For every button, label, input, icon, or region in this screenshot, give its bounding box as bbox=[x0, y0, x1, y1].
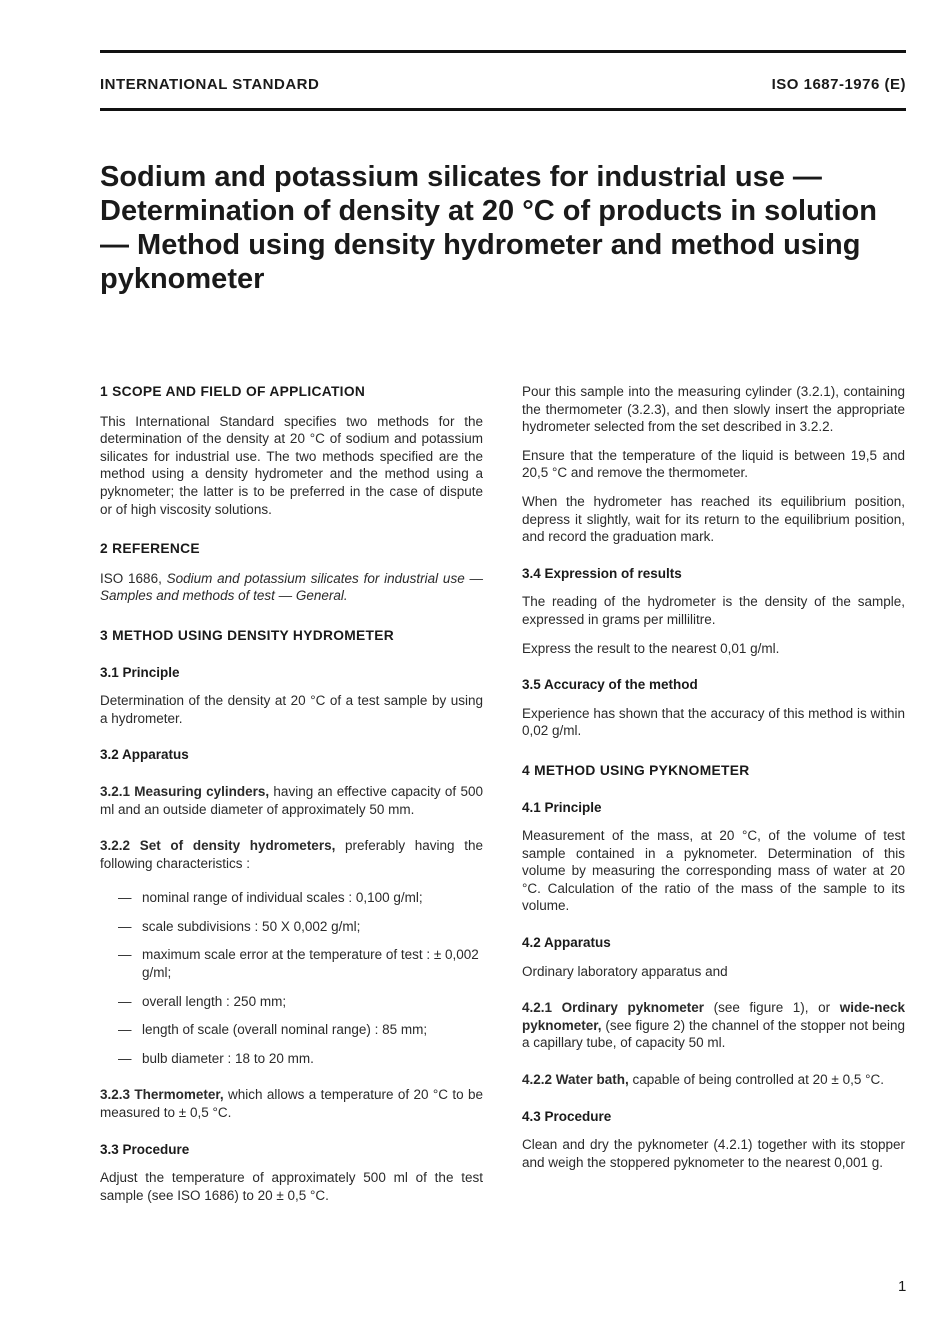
list-dash: — bbox=[118, 1022, 132, 1038]
section-3-2-1-label: 3.2.1 Measuring cylinders, bbox=[100, 783, 270, 799]
page-number: 1 bbox=[898, 1278, 907, 1295]
left-column bbox=[100, 383, 483, 1215]
section-3-3-heading: 3.3 Procedure bbox=[100, 1141, 190, 1157]
reference-title: Sodium and potassium silicates for industrial use — Samples and methods of test — General. bbox=[100, 570, 483, 604]
section-2-heading: 2 REFERENCE bbox=[100, 541, 200, 557]
section-3-2-3-label: 3.2.3 Thermometer, bbox=[100, 1087, 224, 1103]
section-3-2-3-text: which allows a temperature of 20 °C to be measured to ± 0,5 °C. bbox=[100, 1087, 483, 1121]
section-3-3-text: Adjust the temperature of approximately 500 ml of the test sample (see ISO 1686) to 20 ± 0,5 °C. bbox=[100, 1170, 483, 1203]
procedure-paragraph-1: Pour this sample into the measuring cylinder (3.2.1), containing the thermometer (3.2.3), and then slowly insert the appropriate hydrometer selected from the set described in 3.2.2. bbox=[522, 384, 905, 435]
section-3-1-heading: 3.1 Principle bbox=[100, 664, 180, 680]
section-3-2-2-text: preferably having the following characteristics : bbox=[100, 838, 483, 871]
section-4-2-heading: 4.2 Apparatus bbox=[522, 935, 611, 951]
section-4-2-1-label-2: wide-neck pyknometer, bbox=[522, 1000, 905, 1033]
section-2-reference bbox=[100, 570, 483, 605]
section-4-2-1-text: (see figure 2) the channel of the stopper not being a capillary tube, of capacity 50 ml. bbox=[522, 1017, 905, 1051]
header-standard-number: ISO 1687-1976 (E) bbox=[771, 76, 906, 93]
list-item: — length of scale (overall nominal range) : 85 mm; bbox=[118, 1022, 428, 1038]
section-3-4-heading: 3.4 Expression of results bbox=[522, 565, 682, 581]
section-3-4-text-2: Express the result to the nearest 0,01 g/ml. bbox=[522, 640, 780, 656]
section-4-2-text: Ordinary laboratory apparatus and bbox=[522, 963, 728, 979]
section-3-2-1-paragraph bbox=[100, 783, 483, 818]
list-item: — bulb diameter : 18 to 20 mm. bbox=[118, 1050, 314, 1066]
list-item: — maximum scale error at the temperature of test : ± 0,002 g/ml; bbox=[118, 947, 479, 981]
list-dash: — bbox=[118, 918, 132, 934]
section-3-4-text-1: The reading of the hydrometer is the density of the sample, expressed in grams per millilitre. bbox=[522, 594, 905, 627]
right-column bbox=[522, 383, 905, 1182]
section-3-5-text: Experience has shown that the accuracy of this method is within 0,02 g/ml. bbox=[522, 705, 905, 739]
section-4-1-heading: 4.1 Principle bbox=[522, 799, 602, 815]
list-dash: — bbox=[118, 890, 132, 906]
list-dash: — bbox=[118, 947, 132, 963]
section-3-2-heading: 3.2 Apparatus bbox=[100, 747, 189, 763]
section-4-2-1-mid: (see figure 1), or bbox=[704, 1000, 840, 1016]
list-item: — overall length : 250 mm; bbox=[118, 993, 287, 1009]
list-item: — scale subdivisions : 50 X 0,002 g/ml; bbox=[118, 918, 361, 934]
section-4-heading: 4 METHOD USING PYKNOMETER bbox=[522, 762, 750, 778]
section-3-heading: 3 METHOD USING DENSITY HYDROMETER bbox=[100, 627, 395, 643]
reference-number: ISO 1686, bbox=[100, 570, 167, 586]
hydrometer-characteristics-list bbox=[100, 889, 483, 1067]
section-4-3-heading: 4.3 Procedure bbox=[522, 1108, 612, 1124]
section-4-1-text: Measurement of the mass, at 20 °C, of the volume of test sample contained in a pyknometer. Determination of this volume by measuring the corresponding mass of water at 20 °C. Calculation of the ratio of the mass of the sample to its volume. bbox=[522, 828, 905, 914]
section-1-text: This International Standard specifies two methods for the determination of the density at 20 °C of sodium and potassium silicates for industrial use. The two methods specified are the method using a density hydrometer and the method using a pyknometer; the latter is to be preferred in the case of dispute or of high viscosity solutions. bbox=[100, 413, 483, 517]
procedure-paragraph-3: When the hydrometer has reached its equilibrium position, depress it slightly, wait for its return to the equilibrium position, and record the graduation mark. bbox=[522, 493, 905, 545]
section-4-3-text: Clean and dry the pyknometer (4.2.1) together with its stopper and weigh the stoppered pyknometer to the nearest 0,001 g. bbox=[522, 1137, 905, 1170]
list-dash: — bbox=[118, 1050, 132, 1066]
section-1-heading: 1 SCOPE AND FIELD OF APPLICATION bbox=[100, 384, 366, 399]
section-4-2-2-label: 4.2.2 Water bath, bbox=[522, 1072, 629, 1088]
document-title: Sodium and potassium silicates for industrial use — Determination of density at 20 °C of products in solution — Method using density hydrometer and method using pyknometer bbox=[100, 161, 877, 295]
section-3-2-2-label: 3.2.2 Set of density hydrometers, bbox=[100, 838, 336, 854]
procedure-paragraph-2: Ensure that the temperature of the liquid is between 19,5 and 20,5 °C and remove the thermometer. bbox=[522, 447, 905, 481]
header-top-rule bbox=[100, 50, 906, 53]
section-4-2-2-text: capable of being controlled at 20 ± 0,5 °C. bbox=[628, 1072, 885, 1088]
section-3-2-3-paragraph bbox=[100, 1086, 483, 1121]
section-3-5-heading: 3.5 Accuracy of the method bbox=[522, 677, 698, 693]
list-item: — nominal range of individual scales : 0,100 g/ml; bbox=[118, 890, 423, 906]
header-standard-label: INTERNATIONAL STANDARD bbox=[100, 76, 320, 93]
section-4-2-1-label: 4.2.1 Ordinary pyknometer bbox=[522, 1000, 704, 1016]
section-4-2-1-paragraph bbox=[522, 999, 905, 1052]
header-bottom-rule bbox=[100, 108, 906, 111]
section-3-2-1-text: having an effective capacity of 500 ml and an outside diameter of approximately 50 mm. bbox=[100, 783, 483, 817]
section-3-1-text: Determination of the density at 20 °C of a test sample by using a hydrometer. bbox=[100, 693, 483, 726]
section-3-2-2-paragraph bbox=[100, 837, 483, 872]
list-dash: — bbox=[118, 993, 132, 1009]
section-4-2-2-paragraph bbox=[522, 1071, 905, 1089]
